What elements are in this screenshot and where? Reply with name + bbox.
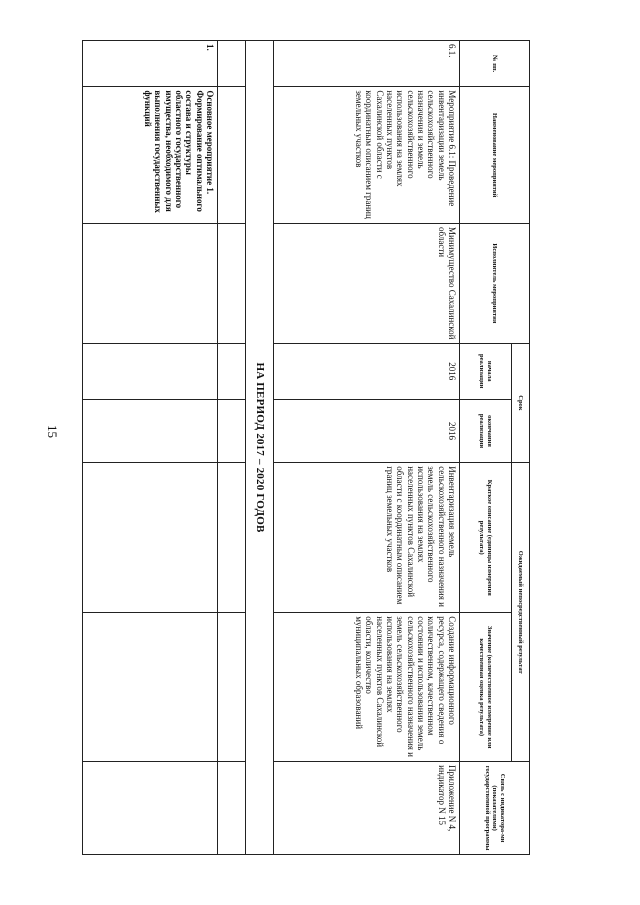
cell-executor: Минимущество Сахалинской области: [274, 224, 460, 344]
cell-name: Мероприятие 6.1: Проведение инвентаризации земель сельскохозяйственного назначения и земель сельскохозяйственного использования на землях населенных пунктов Сахалинской области с координатным описанием границ земельных участков: [274, 87, 460, 224]
header-name: Наименование мероприятий: [460, 87, 530, 224]
cell-short: Инвентаризация земель сельскохозяйственного назначения и земель сельскохозяйственного использования на землях населенных пунктов Сахалинской области с координатным описанием границ земельных участков: [274, 463, 460, 613]
cell-empty: [218, 224, 246, 344]
header-term: Срок: [512, 343, 530, 463]
period-row: [246, 41, 274, 855]
cell-empty: [83, 399, 218, 462]
header-term-start: начала реализации: [460, 343, 512, 399]
cell-empty: [218, 41, 246, 87]
table-row-1: [83, 41, 218, 855]
cell-empty: [83, 224, 218, 344]
cell-empty: [218, 343, 246, 399]
cell-empty: [83, 463, 218, 613]
cell-end: 2016: [274, 399, 460, 462]
header-row-1: [512, 41, 530, 855]
header-executor: Исполнитель мероприятия: [460, 224, 530, 344]
cell-empty: [218, 463, 246, 613]
measures-table: [82, 40, 530, 855]
empty-row: [218, 41, 246, 855]
cell-empty: [218, 399, 246, 462]
cell-num: 6.1.: [274, 41, 460, 87]
cell-start: 2016: [274, 343, 460, 399]
cell-value: Создание информационного ресурса, содержащего сведения о количественном, качественном состоянии и использовании земель сельскохозяйственного назначения и земель сельскохозяйственного использования на землях населенных пунктов Сахалинской области, количество муниципальных образований: [274, 613, 460, 762]
page-number: 15: [45, 425, 60, 438]
cell-link: Приложение N 4, индикатор N 15: [274, 762, 460, 855]
rotated-table-block: [82, 40, 530, 855]
cell-empty: [83, 343, 218, 399]
cell-empty: [218, 87, 246, 224]
header-num: № пп.: [460, 41, 530, 87]
table-row-6-1: [274, 41, 460, 855]
cell-empty: [83, 613, 218, 762]
header-result: Ожидаемый непосредственный результат: [512, 463, 530, 762]
cell-empty: [218, 762, 246, 855]
header-link: Связь с индикатора-ми (показателями) государственной программы: [460, 762, 530, 855]
cell-empty: [218, 613, 246, 762]
cell-num: 1.: [83, 41, 218, 87]
header-result-short: Краткое описание (единицы измерения результата): [460, 463, 512, 613]
header-term-end: окончания реализации: [460, 399, 512, 462]
cell-empty: [83, 762, 218, 855]
header-result-value: Значение (количественное измерение или качественная оценка результата): [460, 613, 512, 762]
period-heading: НА ПЕРИОД 2017 – 2020 ГОДОВ: [246, 41, 274, 855]
cell-name: Основное мероприятие 1. Формирование оптимального состава и структуры областного государственного имущества, необходимого для выполнения государственных функций: [83, 87, 218, 224]
